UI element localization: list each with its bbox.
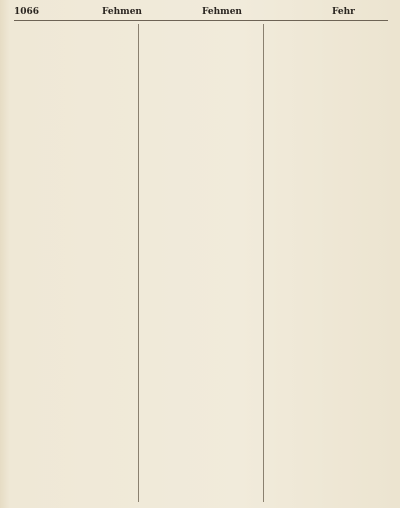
column-middle [138,24,263,502]
left-running-head: Fehmen [102,7,142,17]
column-left [14,24,138,502]
center-running-head: Fehmen [202,7,242,17]
right-running-head: Fehr [332,7,355,17]
text-columns [14,24,388,502]
running-header [14,6,388,21]
column-right [263,24,388,502]
page-number: 1066 [14,7,40,17]
